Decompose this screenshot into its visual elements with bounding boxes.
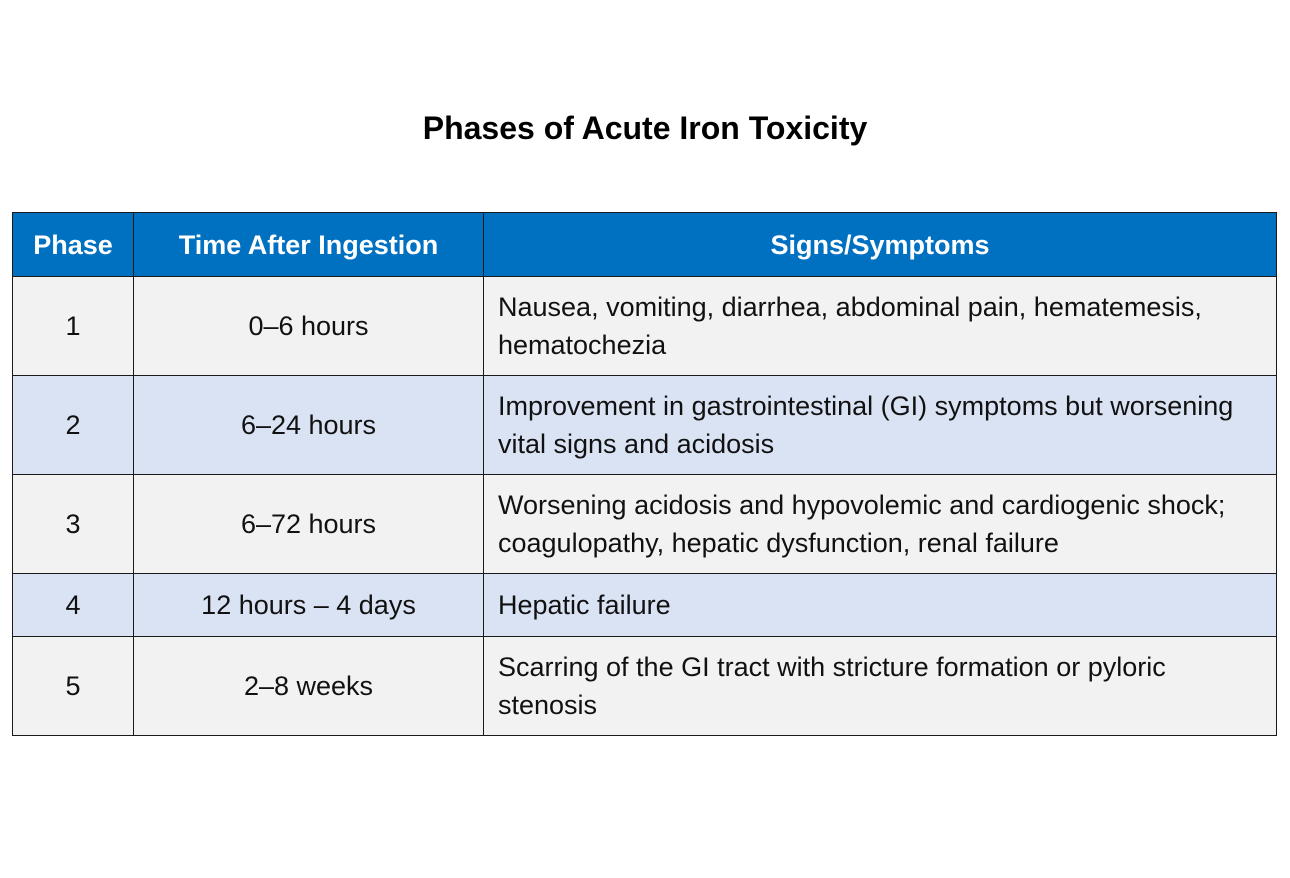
table-header-row [13, 213, 1277, 277]
time-cell: 6–24 hours [134, 376, 484, 475]
symptoms-cell: Improvement in gastrointestinal (GI) symptoms but worsening vital signs and acidosis [484, 376, 1277, 475]
column-header-phase: Phase [13, 213, 134, 277]
time-cell: 12 hours – 4 days [134, 574, 484, 637]
column-header-time: Time After Ingestion [134, 213, 484, 277]
table-row [13, 574, 1277, 637]
table-row [13, 475, 1277, 574]
phase-cell: 4 [13, 574, 134, 637]
table-row [13, 376, 1277, 475]
phase-cell: 3 [13, 475, 134, 574]
phase-cell: 2 [13, 376, 134, 475]
symptoms-cell: Hepatic failure [484, 574, 1277, 637]
time-cell: 0–6 hours [134, 277, 484, 376]
column-header-symptoms: Signs/Symptoms [484, 213, 1277, 277]
symptoms-cell: Scarring of the GI tract with stricture formation or pyloric stenosis [484, 637, 1277, 736]
table-row [13, 277, 1277, 376]
symptoms-cell: Worsening acidosis and hypovolemic and cardiogenic shock; coagulopathy, hepatic dysfunction, renal failure [484, 475, 1277, 574]
time-cell: 6–72 hours [134, 475, 484, 574]
time-cell: 2–8 weeks [134, 637, 484, 736]
symptoms-cell: Nausea, vomiting, diarrhea, abdominal pain, hematemesis, hematochezia [484, 277, 1277, 376]
table-row [13, 637, 1277, 736]
page-title: Phases of Acute Iron Toxicity [422, 110, 868, 146]
phase-cell: 5 [13, 637, 134, 736]
toxicity-phases-table [12, 212, 1277, 736]
phase-cell: 1 [13, 277, 134, 376]
